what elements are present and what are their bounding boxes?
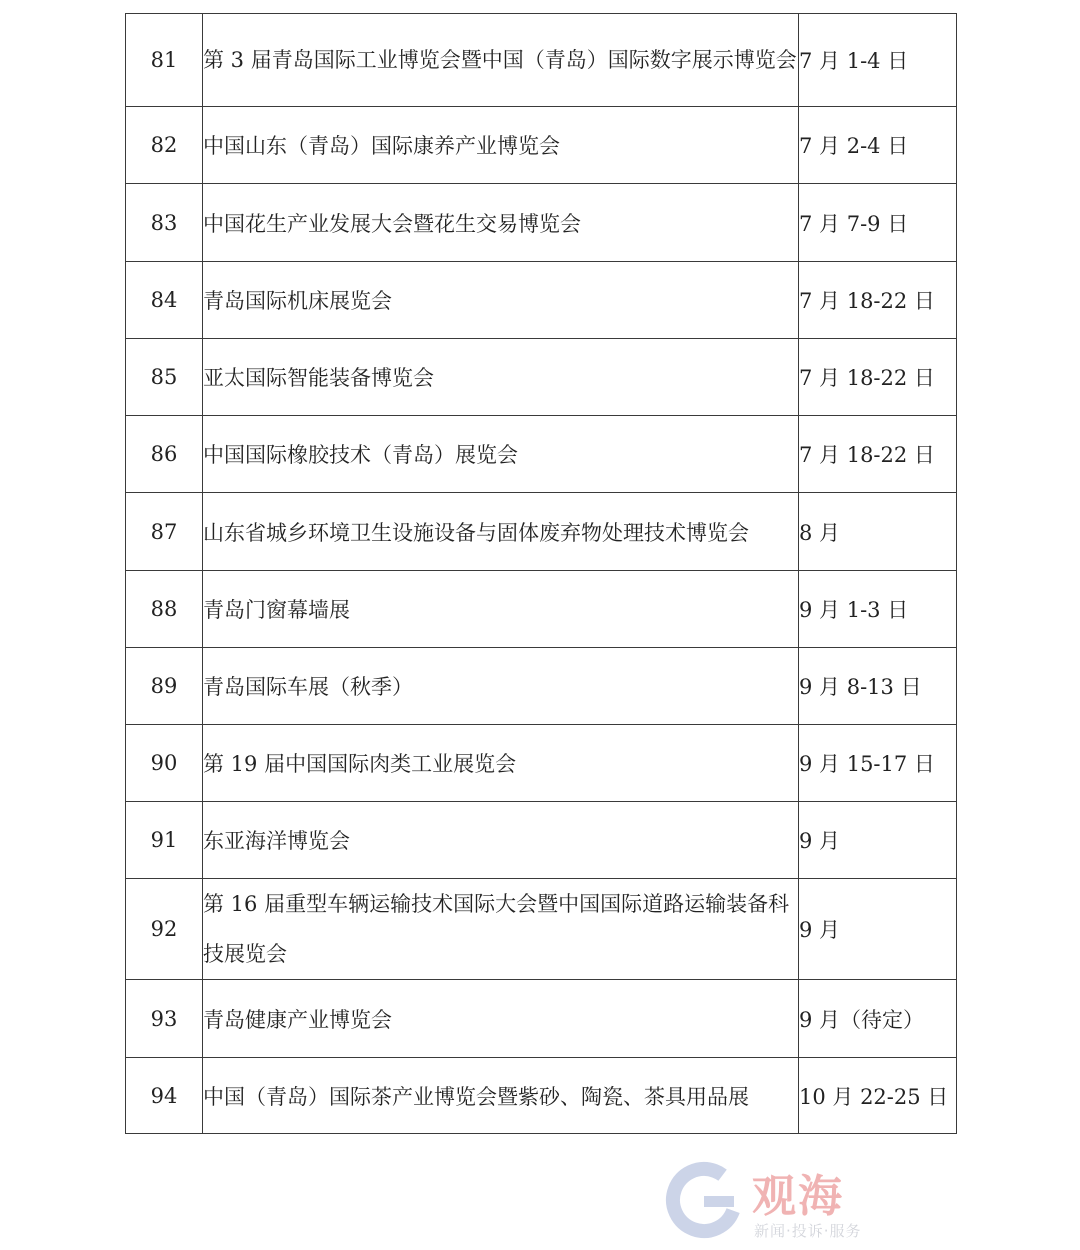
exhibition-date: 7 月 7-9 日 [799,184,957,262]
exhibition-name: 中国（青岛）国际茶产业博览会暨紫砂、陶瓷、茶具用品展 [203,1058,799,1134]
row-number: 89 [126,648,203,725]
exhibition-table [125,13,957,1134]
exhibition-name: 青岛门窗幕墙展 [203,571,799,648]
exhibition-name: 亚太国际智能装备博览会 [203,339,799,416]
exhibition-date: 7 月 18-22 日 [799,416,957,493]
row-number: 90 [126,725,203,802]
exhibition-name: 青岛健康产业博览会 [203,980,799,1058]
exhibition-date: 7 月 2-4 日 [799,107,957,184]
row-number: 86 [126,416,203,493]
table-row [126,107,957,184]
row-number: 92 [126,879,203,980]
g-logo-icon [664,1160,744,1240]
row-number: 87 [126,493,203,571]
exhibition-date: 9 月 15-17 日 [799,725,957,802]
exhibition-name: 第 3 届青岛国际工业博览会暨中国（青岛）国际数字展示博览会 [203,14,799,107]
table-row [126,262,957,339]
exhibition-name: 东亚海洋博览会 [203,802,799,879]
table-row [126,571,957,648]
watermark-title: 观海 [752,1171,844,1222]
table-row [126,980,957,1058]
table-row [126,725,957,802]
table-row [126,416,957,493]
table-row [126,184,957,262]
exhibition-date: 9 月 1-3 日 [799,571,957,648]
exhibition-date: 10 月 22-25 日 [799,1058,957,1134]
row-number: 84 [126,262,203,339]
row-number: 91 [126,802,203,879]
table-row [126,339,957,416]
table-row [126,648,957,725]
table-row [126,14,957,107]
exhibition-date: 9 月（待定） [799,980,957,1058]
exhibition-name: 中国花生产业发展大会暨花生交易博览会 [203,184,799,262]
table-row [126,879,957,980]
table-row [126,802,957,879]
exhibition-name: 第 19 届中国国际肉类工业展览会 [203,725,799,802]
row-number: 82 [126,107,203,184]
row-number: 81 [126,14,203,107]
watermark-subtitle: 新闻·投诉·服务 [754,1222,862,1240]
exhibition-date: 9 月 [799,879,957,980]
exhibition-date: 7 月 1-4 日 [799,14,957,107]
exhibition-name: 中国国际橡胶技术（青岛）展览会 [203,416,799,493]
exhibition-name: 第 16 届重型车辆运输技术国际大会暨中国国际道路运输装备科技展览会 [203,879,799,980]
row-number: 93 [126,980,203,1058]
row-number: 88 [126,571,203,648]
exhibition-name: 山东省城乡环境卫生设施设备与固体废弃物处理技术博览会 [203,493,799,571]
exhibition-date: 7 月 18-22 日 [799,262,957,339]
exhibition-date: 7 月 18-22 日 [799,339,957,416]
table-row [126,1058,957,1134]
guanhai-watermark [664,1158,904,1248]
table-row [126,493,957,571]
exhibition-date: 9 月 8-13 日 [799,648,957,725]
exhibition-date: 9 月 [799,802,957,879]
exhibition-name: 青岛国际车展（秋季） [203,648,799,725]
exhibition-name: 青岛国际机床展览会 [203,262,799,339]
exhibition-date: 8 月 [799,493,957,571]
exhibition-name: 中国山东（青岛）国际康养产业博览会 [203,107,799,184]
row-number: 85 [126,339,203,416]
row-number: 94 [126,1058,203,1134]
row-number: 83 [126,184,203,262]
